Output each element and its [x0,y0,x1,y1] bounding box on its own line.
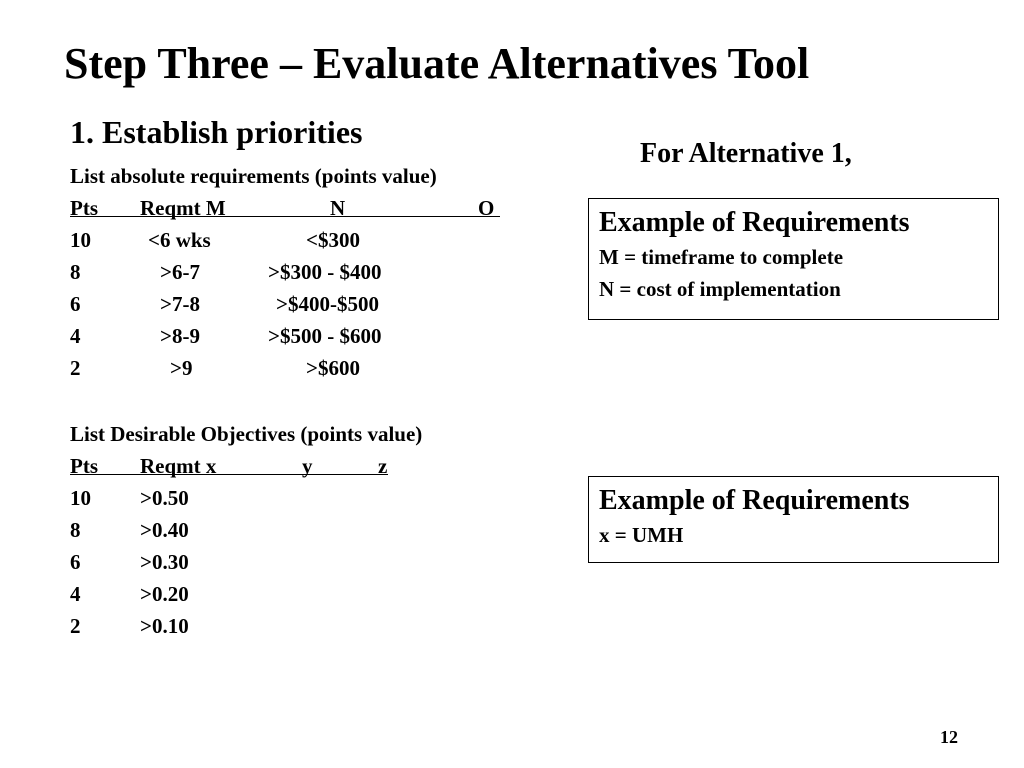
x-cell: >0.30 [140,550,189,574]
m-cell: >9 [170,356,193,380]
m-cell: <6 wks [148,228,211,252]
n-cell: >$600 [306,356,360,380]
table-row [70,352,530,384]
desirable-objectives-heading: List Desirable Objectives (points value) [70,422,423,446]
pts-cell: 4 [70,582,81,606]
example-requirements-box-1 [588,198,999,320]
table-row [70,288,530,320]
example-box-line: x = UMH [599,523,684,547]
n-cell: >$300 - $400 [268,260,382,284]
n-cell: <$300 [306,228,360,252]
pts-cell: 10 [70,228,91,252]
m-cell: >8-9 [160,324,200,348]
column-header-o: O [478,196,495,220]
absolute-requirements-header-row [70,192,500,220]
x-cell: >0.40 [140,518,189,542]
table-row [70,320,530,352]
example-box-line: M = timeframe to complete [599,245,844,269]
example-box-title: Example of Requirements [599,207,910,238]
table-row [70,224,530,256]
x-cell: >0.20 [140,582,189,606]
pts-cell: 8 [70,518,81,542]
pts-cell: 8 [70,260,81,284]
desirable-objectives-header-row [70,450,388,478]
column-header-z: z [378,454,388,478]
table-row [70,482,530,514]
alternative-label: For Alternative 1, [640,138,852,169]
page-number: 12 [940,727,958,747]
table-row [70,578,530,610]
slide-title: Step Three – Evaluate Alternatives Tool [64,39,810,88]
n-cell: >$400-$500 [276,292,379,316]
table-row [70,514,530,546]
pts-cell: 2 [70,614,81,638]
m-cell: >6-7 [160,260,200,284]
example-requirements-box-2 [588,476,999,563]
n-cell: >$500 - $600 [268,324,382,348]
pts-cell: 6 [70,292,81,316]
absolute-requirements-heading: List absolute requirements (points value) [70,164,437,188]
pts-cell: 2 [70,356,81,380]
column-header-n: N [330,196,346,220]
column-header-y: y [302,454,313,478]
table-row [70,610,530,642]
table-row [70,256,530,288]
example-box-title: Example of Requirements [599,485,910,516]
m-cell: >7-8 [160,292,200,316]
example-box-line: N = cost of implementation [599,277,841,301]
column-header-reqmt-x: Reqmt x [140,454,217,478]
table-row [70,546,530,578]
column-header-pts: Pts [70,196,98,220]
x-cell: >0.50 [140,486,189,510]
pts-cell: 6 [70,550,81,574]
column-header-reqmt-m: Reqmt M [140,196,226,220]
section-heading: 1. Establish priorities [70,114,363,150]
column-header-pts: Pts [70,454,98,478]
pts-cell: 4 [70,324,81,348]
x-cell: >0.10 [140,614,189,638]
pts-cell: 10 [70,486,91,510]
